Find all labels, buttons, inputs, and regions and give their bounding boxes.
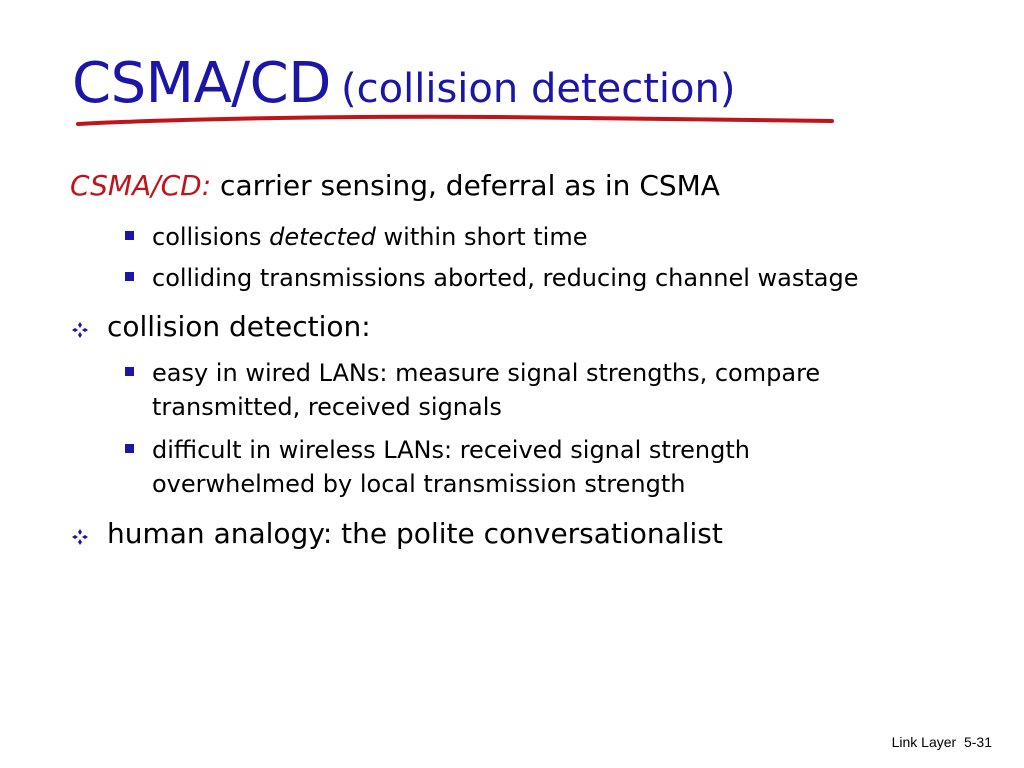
intro-line: [70, 169, 720, 202]
diamond-cluster-icon: [72, 529, 88, 545]
intro-bullet-2: colliding transmissions aborted, reducing channel wastage: [152, 264, 859, 292]
title-main: CSMA/CD: [72, 51, 331, 116]
title-subtitle: (collision detection): [341, 66, 736, 112]
bullet-collision-detection: collision detection:: [107, 310, 371, 343]
sub-bullet-wireless-line1: difficult in wireless LANs: received signal strength: [152, 436, 750, 464]
sub-bullet-wireless-line2: overwhelmed by local transmission strength: [152, 470, 686, 498]
slide-title: [72, 51, 736, 116]
title-underline: [76, 112, 836, 132]
bullet-human-analogy: human analogy: the polite conversationalist: [107, 517, 723, 550]
intro-text: carrier sensing, deferral as in CSMA: [220, 169, 720, 202]
square-bullet-icon: [125, 231, 134, 240]
intro-bullet-1: [152, 225, 587, 249]
sub-bullet-wired-line2: transmitted, received signals: [152, 393, 502, 421]
intro-bullet-1-before: collisions: [152, 223, 262, 251]
slide-footer: [892, 734, 992, 750]
diamond-cluster-icon: [72, 322, 88, 338]
intro-bullet-1-emphasis: detected: [269, 223, 376, 251]
square-bullet-icon: [125, 272, 134, 281]
intro-bullet-1-after: within short time: [383, 223, 588, 251]
sub-bullet-wired-line1: easy in wired LANs: measure signal strengths, compare: [152, 359, 821, 387]
footer-page-number: 5-31: [963, 734, 992, 750]
footer-section: Link Layer: [891, 734, 957, 750]
intro-label: CSMA/CD:: [70, 169, 212, 202]
square-bullet-icon: [125, 444, 134, 453]
square-bullet-icon: [125, 367, 134, 376]
